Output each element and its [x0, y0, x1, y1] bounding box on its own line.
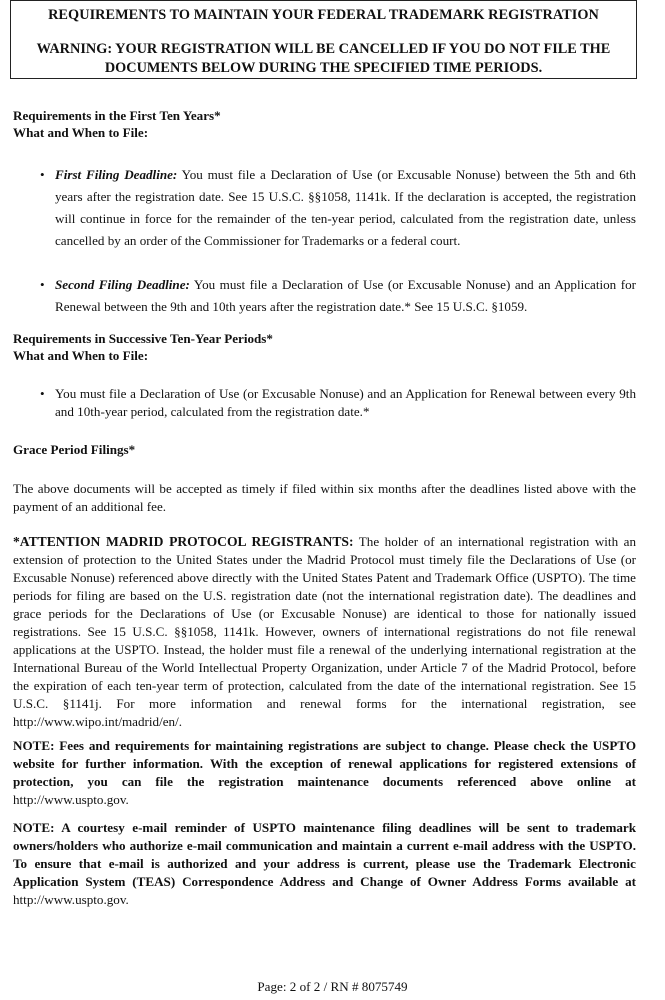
uspto-link-2[interactable]: http://www.uspto.gov. — [13, 892, 129, 907]
first-filing-deadline-item — [40, 164, 636, 252]
email-note-text: NOTE: A courtesy e-mail reminder of USPTO maintenance filing deadlines will be sent to trademark owners/holders who authorize e-mail communication and maintain a current e-mail address with the USPTO. To ensure that e-mail is authorized and your address is current, please use the Trademark Electronic Application System (TEAS) Correspondence Address and Change of Owner Address Forms available at — [13, 820, 636, 889]
second-filing-deadline-label: Second Filing Deadline: — [55, 277, 190, 292]
warning-header-box — [10, 0, 637, 79]
fees-note-paragraph — [13, 737, 636, 809]
second-filing-deadline-text: You must file a Declaration of Use (or Excusable Nonuse) and an Application for Renewal between the 9th and 10th years after the registration date.* See 15 U.S.C. §1059. — [55, 277, 636, 314]
email-note-paragraph — [13, 819, 636, 909]
second-filing-deadline-item — [40, 274, 636, 318]
madrid-protocol-paragraph — [13, 533, 636, 731]
successive-periods-bullets — [40, 385, 636, 421]
fees-note-text: NOTE: Fees and requirements for maintaining registrations are subject to change. Please check the USPTO website for further information. With the exception of renewal applications for registered extensions of protection, you can file the registration maintenance documents referenced above online at — [13, 738, 636, 789]
successive-periods-heading: Requirements in Successive Ten-Year Periods* — [13, 331, 273, 346]
wipo-link[interactable]: http://www.wipo.int/madrid/en/. — [13, 714, 182, 729]
what-when-to-file-heading: What and When to File: — [13, 125, 149, 140]
grace-period-heading-group — [13, 441, 636, 458]
first-ten-years-heading-group — [13, 107, 636, 141]
grace-period-heading: Grace Period Filings* — [13, 442, 136, 457]
madrid-attention-label: *ATTENTION MADRID PROTOCOL REGISTRANTS: — [13, 534, 354, 549]
document-title: REQUIREMENTS TO MAINTAIN YOUR FEDERAL TRADEMARK REGISTRATION — [48, 7, 599, 23]
successive-filing-item — [40, 385, 636, 421]
madrid-text: The holder of an international registration with an extension of protection to the United States under the Madrid Protocol must timely file the Declarations of Use (or Excusable Nonuse) referenced above directly with the United States Patent and Trademark Office (USPTO). The time periods for filing are based on the U.S. registration date (not the international registration date). The deadlines and grace periods for the Declarations of Use (or Excusable Nonuse) are identical to those for nationally issued registrations. See 15 U.S.C. §§1058, 1141k. However, owners of international registrations do not file renewal applications at the USPTO. Instead, the holder must file a renewal of the underlying international registration at the International Bureau of the World Intellectual Property Organization, under Article 7 of the Madrid Protocol, before the expiration of each ten-year term of protection, calculated from the date of the international registration. See 15 U.S.C. §1141j. For more information and renewal forms for the international registration, see — [13, 534, 636, 711]
grace-period-text: The above documents will be accepted as timely if filed within six months after the deadlines listed above with the payment of an additional fee. — [13, 481, 636, 514]
first-filing-deadline-label: First Filing Deadline: — [55, 167, 178, 182]
cancellation-warning: WARNING: YOUR REGISTRATION WILL BE CANCELLED IF YOU DO NOT FILE THE DOCUMENTS BELOW DURING THE SPECIFIED TIME PERIODS. — [36, 41, 611, 76]
successive-periods-heading-group — [13, 330, 636, 364]
grace-period-paragraph — [13, 480, 636, 516]
first-ten-years-heading: Requirements in the First Ten Years* — [13, 108, 221, 123]
page-footer: Page: 2 of 2 / RN # 8075749 — [257, 979, 408, 994]
what-when-to-file-heading-2: What and When to File: — [13, 348, 149, 363]
bullet-icon: • — [40, 386, 45, 401]
uspto-link[interactable]: http://www.uspto.gov. — [13, 792, 129, 807]
successive-filing-text: You must file a Declaration of Use (or Excusable Nonuse) and an Application for Renewal between every 9th and 10th-year period, calculated from the registration date.* — [55, 386, 636, 419]
first-ten-years-bullets — [40, 164, 636, 318]
bullet-icon: • — [40, 277, 45, 292]
first-filing-deadline-text: You must file a Declaration of Use (or Excusable Nonuse) between the 5th and 6th years after the registration date. See 15 U.S.C. §§1058, 1141k. If the declaration is accepted, the registration will continue in force for the remainder of the ten-year period, calculated from the registration date, unless cancelled by an order of the Commissioner for Trademarks or a federal court. — [55, 167, 636, 248]
bullet-icon: • — [40, 167, 45, 182]
